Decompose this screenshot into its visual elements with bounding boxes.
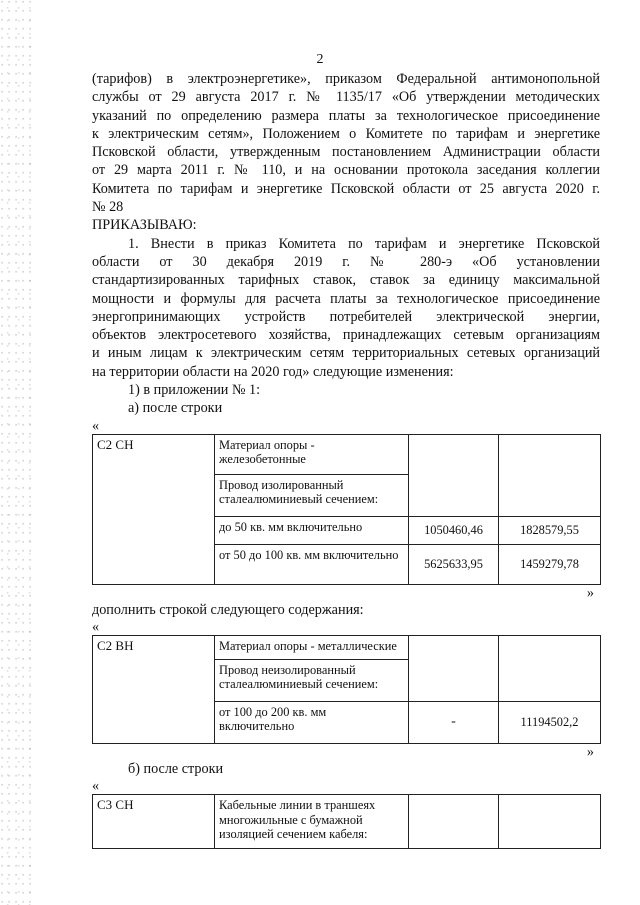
value-cell: - bbox=[409, 701, 499, 743]
quote-open: « bbox=[92, 778, 100, 795]
intro-line: (тарифов) в электроэнергетике», приказом Федеральной антимонопольной bbox=[92, 71, 600, 87]
tariff-table-3 bbox=[92, 794, 601, 849]
intro-line: Комитета по тарифам и энергетике Псковской области от 25 августа 2020 г. bbox=[92, 180, 600, 197]
value-cell bbox=[409, 635, 499, 701]
value-cell bbox=[499, 795, 601, 849]
order-heading: ПРИКАЗЫВАЮ: bbox=[92, 217, 197, 234]
description-cell: Материал опоры - металлические bbox=[215, 635, 409, 659]
description-cell: Провод неизолированный сталеалюминиевый сечением: bbox=[215, 659, 409, 701]
sub-item-a: а) после строки bbox=[128, 400, 223, 417]
document-body bbox=[92, 70, 600, 849]
item1-line: области от 30 декабря 2019 г. № 280-э «Об установлении bbox=[92, 253, 600, 270]
value-cell: 5625633,95 bbox=[409, 544, 499, 584]
quote-close: » bbox=[586, 584, 594, 601]
item1-line: объектов электросетевого хозяйства, принадлежащих сетевым организациям bbox=[92, 327, 600, 344]
intro-line: Псковской области, утвержденным постановлением Администрации области bbox=[92, 144, 600, 161]
scan-margin-noise bbox=[0, 0, 34, 905]
description-cell: до 50 кв. мм включительно bbox=[215, 516, 409, 544]
tariff-table-2 bbox=[92, 635, 601, 744]
value-cell bbox=[499, 635, 601, 701]
sub-item-b: б) после строки bbox=[128, 760, 224, 777]
quote-open: « bbox=[92, 417, 100, 434]
value-cell: 1459279,78 bbox=[499, 544, 601, 584]
tariff-table-1 bbox=[92, 434, 601, 585]
description-cell: Кабельные линии в траншеях многожильные с бумажной изоляцией сечением кабеля: bbox=[215, 795, 409, 849]
intro-line: № 28 bbox=[92, 199, 124, 216]
value-cell bbox=[409, 434, 499, 516]
supplement-text: дополнить строкой следующего содержания: bbox=[92, 601, 364, 618]
intro-line: от 29 марта 2011 г. № 110, и на основании протокола заседания коллегии bbox=[92, 162, 600, 179]
value-cell bbox=[409, 795, 499, 849]
item1-line: мощности и формулы для расчета платы за технологическое присоединение bbox=[92, 290, 600, 307]
item1-line: на территории области на 2020 год» следующие изменения: bbox=[92, 363, 454, 380]
description-cell: от 50 до 100 кв. мм включительно bbox=[215, 544, 409, 584]
intro-line: указаний по определению размера платы за технологическое присоединение bbox=[92, 107, 600, 124]
value-cell: 1828579,55 bbox=[499, 516, 601, 544]
page-number: 2 bbox=[316, 52, 324, 67]
category-cell: С3 СН bbox=[93, 795, 215, 849]
category-cell: С2 СН bbox=[93, 434, 215, 584]
description-cell: от 100 до 200 кв. мм включительно bbox=[215, 701, 409, 743]
item1-line: энергопринимающих устройств потребителей электрической энергии, bbox=[92, 308, 600, 325]
value-cell bbox=[499, 434, 601, 516]
item1-line: стандартизированных тарифных ставок, ставок за единицу максимальной bbox=[92, 272, 600, 289]
intro-line: к электрическим сетям», Положением о Комитете по тарифам и энергетике bbox=[92, 125, 600, 142]
quote-close: » bbox=[586, 743, 594, 760]
sub-item-1: 1) в приложении № 1: bbox=[128, 382, 261, 399]
item1-line: и иным лицам к электрическим сетям территориальных сетевых организаций bbox=[92, 345, 600, 362]
quote-open: « bbox=[92, 618, 100, 635]
intro-line: службы от 29 августа 2017 г. № 1135/17 «Об утверждении методических bbox=[92, 89, 600, 106]
item1-line: 1. Внести в приказ Комитета по тарифам и энергетике Псковской bbox=[128, 235, 600, 252]
value-cell: 1050460,46 bbox=[409, 516, 499, 544]
description-cell: Материал опоры - железобетонные bbox=[215, 434, 409, 474]
category-cell: С2 ВН bbox=[93, 635, 215, 743]
value-cell: 11194502,2 bbox=[499, 701, 601, 743]
description-cell: Провод изолированный сталеалюминиевый сечением: bbox=[215, 474, 409, 516]
